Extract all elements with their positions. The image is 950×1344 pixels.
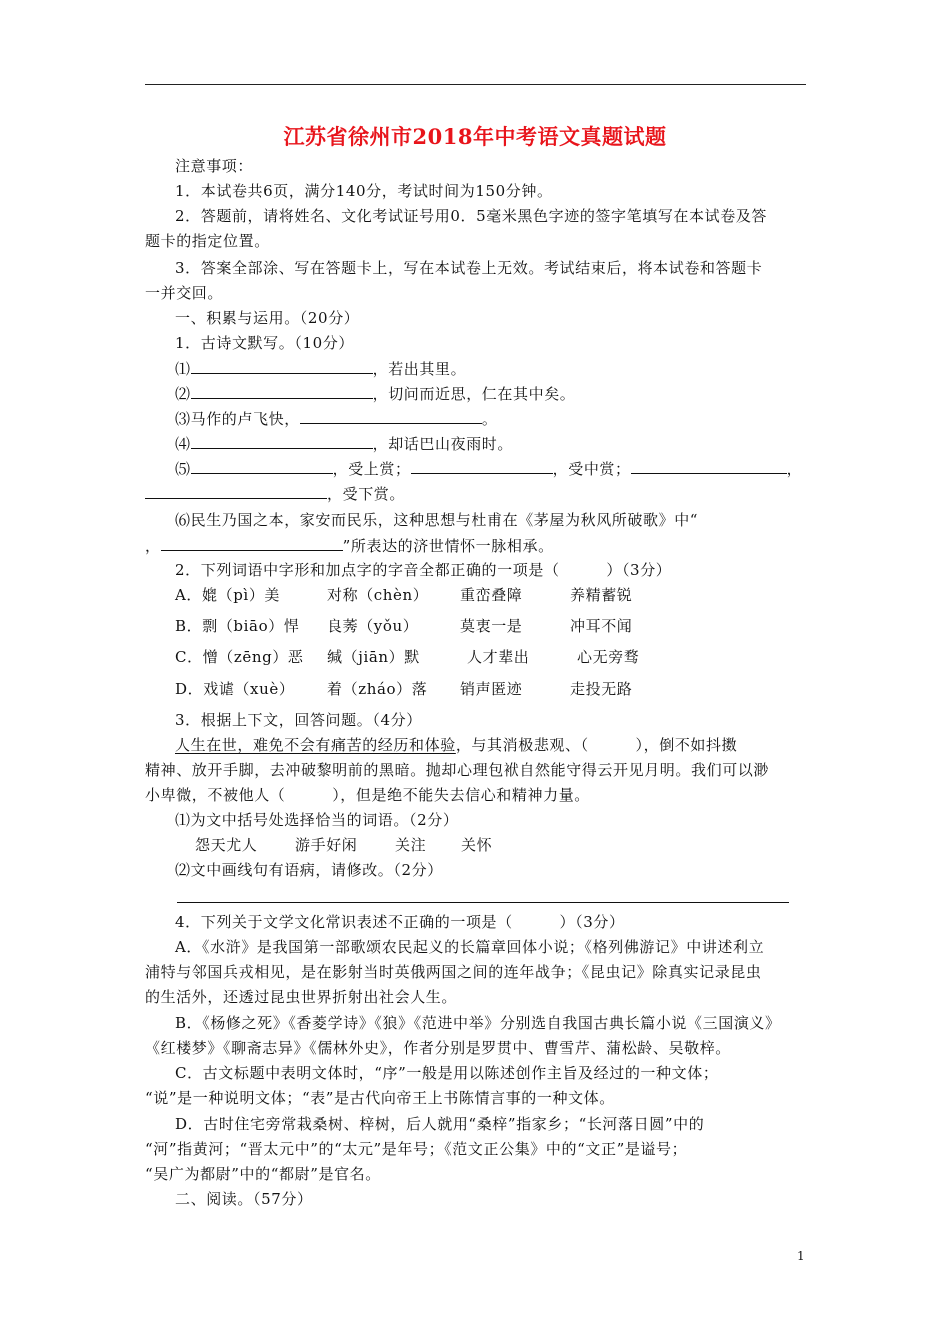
- q2-heading: 2．下列词语中字形和加点字的字音全都正确的一项是（ ）（3分）: [175, 561, 672, 579]
- notice-item-2b: 题卡的指定位置。: [145, 232, 270, 250]
- notice-item-3b: 一并交回。: [145, 284, 224, 302]
- q4-option-a3: 的生活外，还透过昆虫世界折射出社会人生。: [145, 988, 458, 1006]
- word-choice[interactable]: 关注: [395, 836, 427, 854]
- q2-option-b[interactable]: [175, 616, 632, 636]
- q1-item-3: [175, 408, 497, 429]
- option-cell: 莫衷一是: [460, 617, 523, 635]
- q1-item-3-text: ⑶马作的卢飞快，: [175, 410, 300, 428]
- option-cell: C．憎（zēng）恶: [175, 648, 304, 666]
- option-cell: 对称（chèn）: [327, 586, 429, 604]
- option-cell: 良莠（yǒu）: [327, 617, 419, 635]
- q1-item-1-num: ⑴: [175, 360, 191, 378]
- q4-option-b2: 《红楼梦》《聊斋志异》《儒林外史》，作者分别是罗贯中、曹雪芹、蒲松龄、吴敬梓。: [145, 1039, 731, 1057]
- notice-item-3a: 3．答案全部涂、写在答题卡上，写在本试卷上无效。考试结束后，将本试卷和答题卡: [175, 259, 763, 277]
- answer-blank[interactable]: [300, 408, 482, 424]
- answer-blank[interactable]: [411, 458, 553, 474]
- q4-option-b1: B．《杨修之死》《香菱学诗》《狼》《范进中举》分别选自我国古典长篇小说《三国演义》: [175, 1014, 781, 1032]
- q3-para-c: 小卑微，不被他人（ ），但是绝不能失去信心和精神力量。: [145, 786, 590, 804]
- q1-item-5-b: ，受中赏；: [552, 460, 631, 478]
- q1-item-5-d: ，受下赏。: [327, 485, 406, 503]
- q1-item-1: [175, 358, 466, 379]
- option-cell: D．戏谑（xuè）: [175, 680, 295, 698]
- notice-item-2a: 2．答题前，请将姓名、文化考试证号用0．5毫米黑色字迹的签字笔填写在本试卷及答: [175, 207, 768, 225]
- q1-item-5-c: ，: [786, 460, 803, 478]
- q1-heading: 1．古诗文默写。（10分）: [175, 334, 354, 352]
- answer-blank[interactable]: [161, 535, 343, 551]
- section1-heading: 一、积累与运用。（20分）: [175, 309, 360, 327]
- q3-underlined-sentence: 人生在世，难免不会有痛苦的经历和体验: [175, 736, 456, 754]
- q3-answer-line[interactable]: [177, 902, 789, 903]
- option-cell: A．媲（pì）美: [175, 586, 281, 604]
- word-choice[interactable]: 怨天尤人: [195, 836, 258, 854]
- q4-heading: 4．下列关于文学文化常识表述不正确的一项是（ ）（3分）: [175, 913, 625, 931]
- q1-item-2-num: ⑵: [175, 385, 191, 403]
- q2-option-c[interactable]: [175, 647, 639, 667]
- q1-item-5-num: ⑸: [175, 460, 191, 478]
- answer-blank[interactable]: [631, 458, 787, 474]
- option-cell: 着（zháo）落: [327, 680, 428, 698]
- q4-option-d2: “河”指黄河；“晋太元中”的“太元”是年号；《范文正公集》中的“文正”是谥号；: [145, 1140, 688, 1158]
- q1-item-4: [175, 433, 513, 454]
- q1-item-5-cont: [145, 483, 405, 504]
- q1-item-6b-end: ”所表达的济世情怀一脉相承。: [342, 537, 554, 555]
- q1-item-6a: ⑹民生乃国之本，家安而民乐，这种思想与杜甫在《茅屋为秋风所破歌》中“: [175, 511, 699, 529]
- q4-option-d3: “吴广为都尉”中的“都尉”是官名。: [145, 1165, 381, 1183]
- option-cell: B．剽（biāo）悍: [175, 617, 300, 635]
- q2-option-a[interactable]: [175, 585, 632, 605]
- q1-item-6b-start: ，: [145, 537, 161, 555]
- section2-heading: 二、阅读。（57分）: [175, 1190, 313, 1208]
- q3-para-b: 精神、放开手脚，去冲破黎明前的黑暗。抛却心理包袱自然能守得云开见月明。我们可以渺: [145, 761, 770, 779]
- q3-para-a-rest: ，与其消极悲观、（ ），倒不如抖擞: [455, 736, 738, 754]
- q3-para-a: [175, 735, 737, 755]
- answer-blank[interactable]: [191, 458, 333, 474]
- option-cell: 缄（jiān）默: [327, 648, 420, 666]
- option-cell: 走投无路: [570, 680, 633, 698]
- answer-blank[interactable]: [145, 483, 327, 499]
- q1-item-2: [175, 383, 575, 404]
- option-cell: 人才辈出: [467, 648, 530, 666]
- option-cell: 重峦叠障: [460, 586, 523, 604]
- q1-item-1-text: ，若出其里。: [372, 360, 467, 378]
- notice-item-1: 1．本试卷共6页，满分140分，考试时间为150分钟。: [175, 182, 553, 200]
- option-cell: 冲耳不闻: [570, 617, 633, 635]
- option-cell: 养精蓄锐: [570, 586, 633, 604]
- word-choice[interactable]: 游手好闲: [295, 836, 358, 854]
- q2-option-d[interactable]: [175, 679, 632, 699]
- q1-item-4-text: ，却话巴山夜雨时。: [372, 435, 514, 453]
- q3-sub1: ⑴为文中括号处选择恰当的词语。（2分）: [175, 811, 459, 829]
- q1-item-6b: [145, 535, 554, 556]
- q3-word-choices: [195, 835, 492, 855]
- q4-option-c1: C．古文标题中表明文体时，“序”一般是用以陈述创作主旨及经过的一种文体；: [175, 1064, 719, 1082]
- q4-option-c2: “说”是一种说明文体；“表”是古代向帝王上书陈情言事的一种文体。: [145, 1089, 615, 1107]
- page-number: 1: [797, 1249, 805, 1263]
- header-rule: [145, 84, 806, 85]
- q3-sub2: ⑵文中画线句有语病，请修改。（2分）: [175, 861, 443, 879]
- q4-option-d1: D．古时住宅旁常栽桑树、梓树，后人就用“桑梓”指家乡；“长河落日圆”中的: [175, 1115, 705, 1133]
- option-cell: 心无旁骛: [577, 648, 640, 666]
- option-cell: 销声匿迹: [460, 680, 523, 698]
- page-title: 江苏省徐州市2018年中考语文真题试题: [283, 124, 667, 149]
- q1-item-5: [175, 458, 802, 479]
- q1-item-4-num: ⑷: [175, 435, 191, 453]
- q4-option-a2: 浦特与邻国兵戎相见，是在影射当时英俄两国之间的连年战争；《昆虫记》除真实记录昆虫: [145, 963, 762, 981]
- notice-heading: 注意事项：: [175, 157, 254, 175]
- q3-heading: 3．根据上下文，回答问题。（4分）: [175, 711, 422, 729]
- q4-option-a1: A．《水浒》是我国第一部歌颂农民起义的长篇章回体小说；《格列佛游记》中讲述利立: [175, 938, 765, 956]
- answer-blank[interactable]: [191, 358, 373, 374]
- answer-blank[interactable]: [191, 433, 373, 449]
- word-choice[interactable]: 关怀: [461, 836, 493, 854]
- answer-blank[interactable]: [191, 383, 373, 399]
- q1-item-3-end: 。: [481, 410, 498, 428]
- q1-item-5-a: ，受上赏；: [332, 460, 411, 478]
- q1-item-2-text: ，切问而近思，仁在其中矣。: [372, 385, 576, 403]
